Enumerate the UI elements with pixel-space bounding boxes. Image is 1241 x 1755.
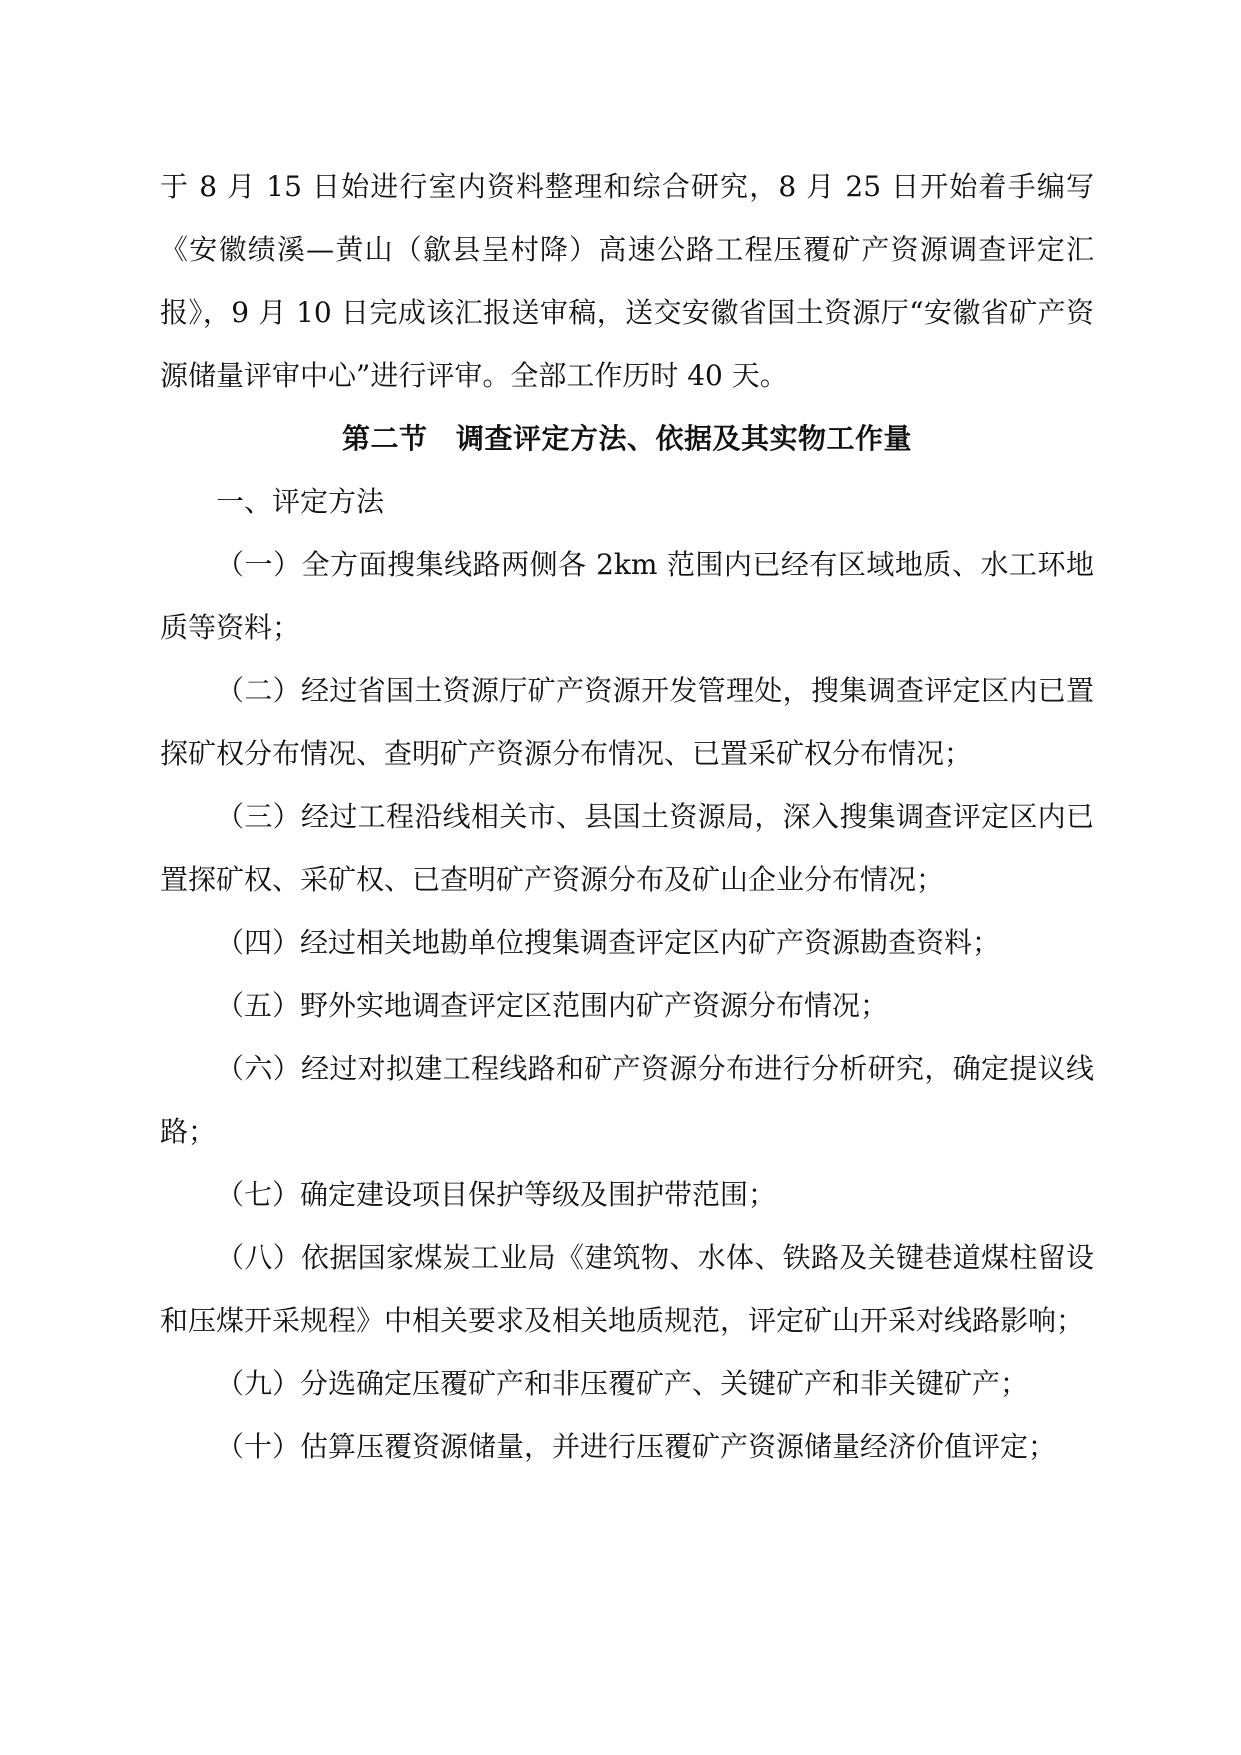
intro-paragraph: 于 8 月 15 日始进行室内资料整理和综合研究，8 月 25 日开始着手编写《安徽绩溪—黄山（歙县呈村降）高速公路工程压覆矿产资源调查评定汇报》，9 月 10 日完成该汇报送审稿，送交安徽省国土资源厅“安徽省矿产资源储量评审中心”进行评审。全部工作历时 40 天。	[160, 170, 1094, 392]
method-item-2: （二）经过省国土资源厅矿产资源开发管理处，搜集调查评定区内已置探矿权分布情况、查明矿产资源分布情况、已置采矿权分布情况；	[160, 674, 1094, 770]
subheading-method: 一、评定方法	[216, 485, 385, 518]
method-item-3: （三）经过工程沿线相关市、县国土资源局，深入搜集调查评定区内已置探矿权、采矿权、已查明矿产资源分布及矿山企业分布情况；	[160, 800, 1094, 896]
method-item-10: （十）估算压覆资源储量，并进行压覆矿产资源储量经济价值评定；	[216, 1430, 1057, 1463]
method-item-8: （八）依据国家煤炭工业局《建筑物、水体、铁路及关键巷道煤柱留设和压煤开采规程》中相关要求及相关地质规范，评定矿山开采对线路影响；	[160, 1241, 1094, 1337]
method-item-5: （五）野外实地调查评定区范围内矿产资源分布情况；	[216, 989, 889, 1022]
method-item-1: （一）全方面搜集线路两侧各 2km 范围内已经有区域地质、水工环地质等资料；	[160, 548, 1094, 644]
method-item-9: （九）分选确定压覆矿产和非压覆矿产、关键矿产和非关键矿产；	[216, 1367, 1029, 1400]
method-item-4: （四）经过相关地勘单位搜集调查评定区内矿产资源勘查资料；	[216, 926, 1001, 959]
method-item-6: （六）经过对拟建工程线路和矿产资源分布进行分析研究，确定提议线路；	[160, 1052, 1094, 1148]
section-heading: 第二节 调查评定方法、依据及其实物工作量	[341, 422, 912, 455]
method-item-7: （七）确定建设项目保护等级及围护带范围；	[216, 1178, 777, 1211]
document-body	[160, 155, 1094, 1478]
